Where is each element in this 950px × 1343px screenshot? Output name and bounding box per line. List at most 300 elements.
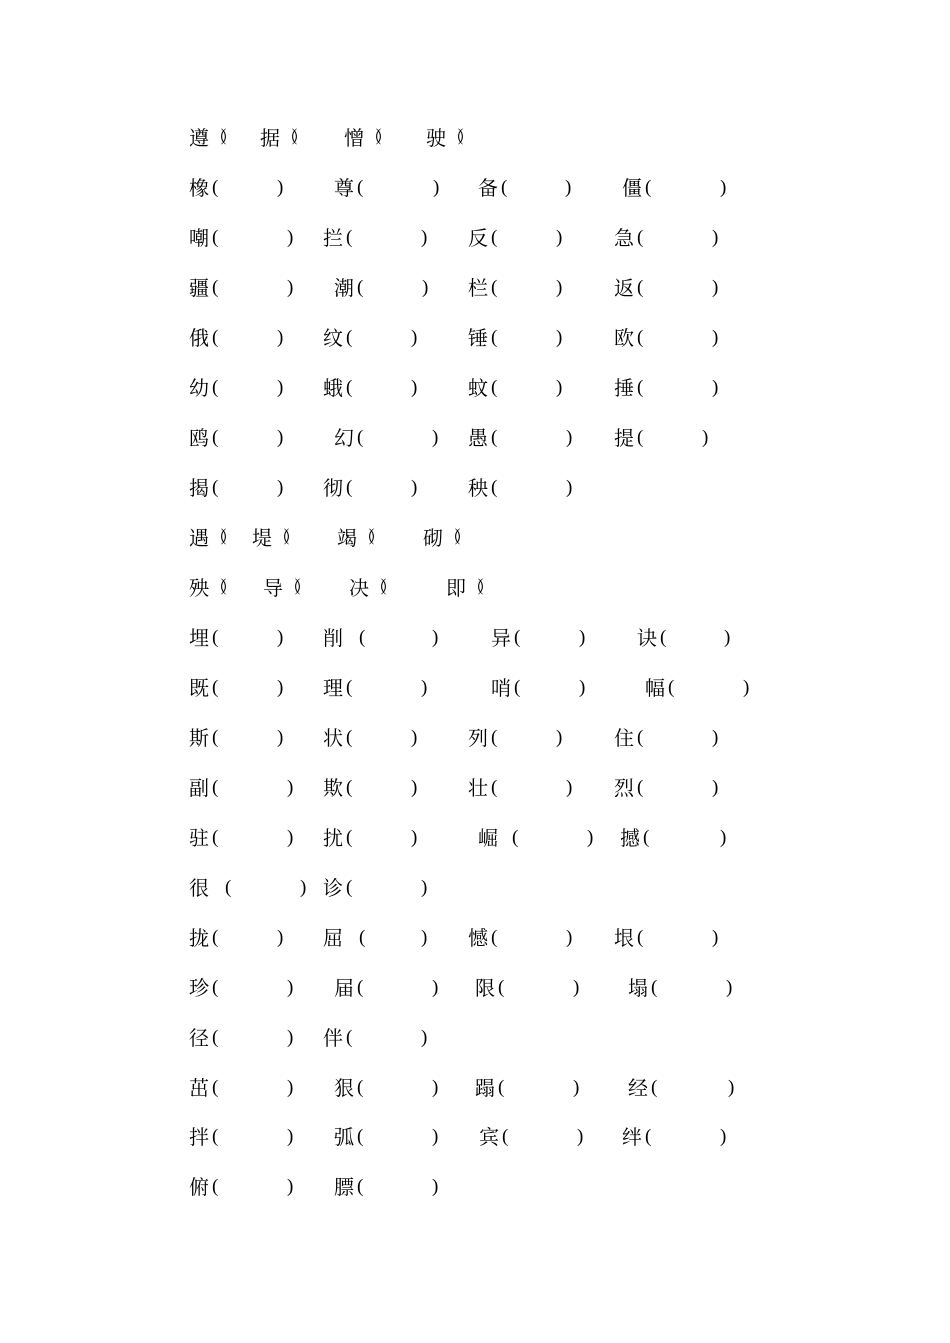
- close-paren: ): [421, 227, 428, 248]
- word-row: [0, 373, 950, 403]
- open-paren: (: [346, 377, 353, 398]
- open-paren: (: [212, 677, 219, 698]
- char-item: [334, 273, 429, 303]
- character: 橡: [189, 176, 209, 200]
- char-item: [620, 823, 727, 853]
- char-item: [478, 173, 572, 203]
- character: 绊: [622, 1125, 642, 1149]
- char-item: [323, 473, 418, 503]
- close-paren: ): [432, 977, 439, 998]
- close-paren: ): [287, 277, 294, 298]
- open-paren: (: [643, 827, 650, 848]
- open-paren: (: [637, 727, 644, 748]
- close-paren: ): [566, 477, 573, 498]
- char-item: [468, 423, 573, 453]
- open-paren: (: [491, 377, 498, 398]
- character: 秧: [468, 476, 488, 500]
- open-paren: (: [346, 677, 353, 698]
- close-paren: ): [421, 1027, 428, 1048]
- close-paren: ): [556, 727, 563, 748]
- open-paren: (: [212, 927, 219, 948]
- char-item: [323, 623, 439, 653]
- word-row: [0, 1172, 950, 1202]
- character: 返: [614, 276, 634, 300]
- char-item: [468, 223, 563, 253]
- char-item: [189, 523, 230, 553]
- bracket-mark: （）: [370, 578, 390, 597]
- open-paren: (: [212, 277, 219, 298]
- open-paren: (: [514, 677, 521, 698]
- char-item: [323, 1023, 428, 1053]
- open-paren: (: [346, 1027, 353, 1048]
- open-paren: (: [346, 777, 353, 798]
- word-row: [0, 923, 950, 953]
- close-paren: ): [287, 777, 294, 798]
- char-item: [645, 673, 750, 703]
- char-item: [189, 723, 284, 753]
- character: 捶: [614, 376, 634, 400]
- open-paren: (: [359, 627, 366, 648]
- char-item: [628, 973, 733, 1003]
- open-paren: (: [346, 227, 353, 248]
- close-paren: ): [712, 927, 719, 948]
- character: 限: [475, 976, 495, 1000]
- char-item: [628, 1073, 735, 1103]
- character: 蛾: [323, 376, 343, 400]
- open-paren: (: [491, 227, 498, 248]
- char-item: [189, 473, 284, 503]
- open-paren: (: [357, 1077, 364, 1098]
- char-item: [189, 173, 284, 203]
- open-paren: (: [512, 827, 519, 848]
- open-paren: (: [357, 1176, 364, 1197]
- char-item: [478, 823, 594, 853]
- character: 斯: [189, 726, 209, 750]
- character: 僵: [622, 176, 642, 200]
- char-item: [323, 873, 428, 903]
- char-item: [189, 1172, 294, 1202]
- char-item: [468, 373, 563, 403]
- close-paren: ): [287, 1077, 294, 1098]
- char-item: [614, 723, 719, 753]
- character: 诀: [637, 626, 657, 650]
- close-paren: ): [277, 427, 284, 448]
- character: 径: [189, 1026, 209, 1050]
- character: 幻: [334, 426, 354, 450]
- char-item: [334, 173, 440, 203]
- open-paren: (: [346, 827, 353, 848]
- char-item: [323, 673, 428, 703]
- word-row: [0, 673, 950, 703]
- char-item: [189, 773, 294, 803]
- open-paren: (: [491, 927, 498, 948]
- character: 潮: [334, 276, 354, 300]
- bracket-mark: （）: [210, 528, 230, 547]
- open-paren: (: [637, 277, 644, 298]
- close-paren: ): [300, 877, 307, 898]
- open-paren: (: [660, 627, 667, 648]
- character: 扰: [323, 826, 343, 850]
- character: 竭: [337, 526, 357, 550]
- word-row: [0, 973, 950, 1003]
- character: 茁: [189, 1076, 209, 1100]
- close-paren: ): [573, 1077, 580, 1098]
- character: 幅: [645, 676, 665, 700]
- char-item: [637, 623, 731, 653]
- word-row: [0, 1073, 950, 1103]
- close-paren: ): [277, 627, 284, 648]
- char-item: [468, 323, 563, 353]
- char-item: [475, 1073, 580, 1103]
- character: 宾: [479, 1125, 499, 1149]
- character: 狠: [334, 1076, 354, 1100]
- char-item: [475, 973, 580, 1003]
- char-item: [189, 573, 230, 603]
- character: 膘: [334, 1175, 354, 1199]
- char-item: [614, 323, 719, 353]
- char-item: [189, 823, 294, 853]
- close-paren: ): [702, 427, 709, 448]
- open-paren: (: [637, 327, 644, 348]
- bracket-mark: （）: [284, 578, 304, 597]
- character: 经: [628, 1076, 648, 1100]
- char-item: [323, 723, 418, 753]
- word-row: [0, 823, 950, 853]
- character: 弧: [334, 1125, 354, 1149]
- open-paren: (: [212, 377, 219, 398]
- open-paren: (: [212, 1176, 219, 1197]
- char-item: [252, 523, 293, 553]
- char-item: [614, 223, 719, 253]
- close-paren: ): [411, 777, 418, 798]
- char-item: [334, 1073, 439, 1103]
- character: 鸥: [189, 426, 209, 450]
- word-row: [0, 273, 950, 303]
- open-paren: (: [357, 277, 364, 298]
- close-paren: ): [587, 827, 594, 848]
- character: 纹: [323, 326, 343, 350]
- bracket-mark: （）: [358, 528, 378, 547]
- open-paren: (: [212, 1077, 219, 1098]
- open-paren: (: [225, 877, 232, 898]
- close-paren: ): [743, 677, 750, 698]
- close-paren: ): [277, 477, 284, 498]
- open-paren: (: [212, 177, 219, 198]
- char-item: [334, 1122, 439, 1152]
- open-paren: (: [212, 977, 219, 998]
- open-paren: (: [668, 677, 675, 698]
- close-paren: ): [579, 627, 586, 648]
- bracket-mark: （）: [365, 128, 385, 147]
- close-paren: ): [277, 727, 284, 748]
- character: 反: [468, 226, 488, 250]
- character: 届: [334, 976, 354, 1000]
- open-paren: (: [212, 827, 219, 848]
- char-item: [323, 923, 428, 953]
- close-paren: ): [728, 1077, 735, 1098]
- close-paren: ): [566, 927, 573, 948]
- close-paren: ): [726, 977, 733, 998]
- close-paren: ): [556, 327, 563, 348]
- open-paren: (: [359, 927, 366, 948]
- close-paren: ): [411, 827, 418, 848]
- word-row: [0, 523, 950, 553]
- close-paren: ): [556, 377, 563, 398]
- char-item: [614, 373, 719, 403]
- close-paren: ): [579, 677, 586, 698]
- close-paren: ): [556, 277, 563, 298]
- close-paren: ): [422, 277, 429, 298]
- char-item: [344, 123, 385, 153]
- close-paren: ): [712, 277, 719, 298]
- character: 副: [189, 776, 209, 800]
- character: 憎: [344, 126, 364, 150]
- char-item: [334, 423, 439, 453]
- open-paren: (: [346, 327, 353, 348]
- character: 削: [323, 626, 343, 650]
- close-paren: ): [411, 327, 418, 348]
- character: 既: [189, 676, 209, 700]
- character: 伴: [323, 1026, 343, 1050]
- open-paren: (: [346, 727, 353, 748]
- character: 垠: [614, 926, 634, 950]
- character: 拢: [189, 926, 209, 950]
- character: 遇: [189, 526, 209, 550]
- char-item: [334, 973, 439, 1003]
- close-paren: ): [566, 777, 573, 798]
- open-paren: (: [491, 727, 498, 748]
- char-item: [491, 623, 586, 653]
- open-paren: (: [346, 877, 353, 898]
- character: 列: [468, 726, 488, 750]
- character: 憾: [468, 926, 488, 950]
- char-item: [189, 273, 294, 303]
- character: 哨: [491, 676, 511, 700]
- word-row: [0, 623, 950, 653]
- word-row: [0, 773, 950, 803]
- character: 欺: [323, 776, 343, 800]
- char-item: [479, 1122, 584, 1152]
- close-paren: ): [277, 927, 284, 948]
- char-item: [323, 223, 428, 253]
- open-paren: (: [491, 477, 498, 498]
- word-row: [0, 1023, 950, 1053]
- close-paren: ): [712, 327, 719, 348]
- close-paren: ): [432, 1126, 439, 1147]
- char-item: [189, 973, 294, 1003]
- open-paren: (: [212, 627, 219, 648]
- open-paren: (: [637, 927, 644, 948]
- character: 幼: [189, 376, 209, 400]
- char-item: [189, 1023, 294, 1053]
- word-row: [0, 423, 950, 453]
- open-paren: (: [498, 1077, 505, 1098]
- open-paren: (: [357, 977, 364, 998]
- char-item: [468, 723, 563, 753]
- character: 决: [349, 576, 369, 600]
- char-item: [189, 323, 284, 353]
- character: 很: [189, 876, 209, 900]
- bracket-mark: （）: [467, 578, 487, 597]
- open-paren: (: [357, 177, 364, 198]
- close-paren: ): [287, 227, 294, 248]
- character: 拦: [323, 226, 343, 250]
- close-paren: ): [432, 427, 439, 448]
- open-paren: (: [357, 1126, 364, 1147]
- close-paren: ): [432, 1176, 439, 1197]
- open-paren: (: [502, 1126, 509, 1147]
- close-paren: ): [411, 727, 418, 748]
- close-paren: ): [277, 677, 284, 698]
- word-row: [0, 173, 950, 203]
- bracket-mark: （）: [281, 128, 301, 147]
- character: 尊: [334, 176, 354, 200]
- word-row: [0, 873, 950, 903]
- open-paren: (: [212, 427, 219, 448]
- open-paren: (: [212, 1027, 219, 1048]
- open-paren: (: [212, 1126, 219, 1147]
- char-item: [426, 123, 467, 153]
- char-item: [189, 1122, 294, 1152]
- bracket-mark: （）: [447, 128, 467, 147]
- bracket-mark: （）: [210, 578, 230, 597]
- char-item: [189, 873, 307, 903]
- close-paren: ): [720, 1126, 727, 1147]
- character: 俯: [189, 1175, 209, 1199]
- char-item: [263, 573, 304, 603]
- close-paren: ): [421, 877, 428, 898]
- close-paren: ): [432, 627, 439, 648]
- open-paren: (: [491, 427, 498, 448]
- character: 壮: [468, 776, 488, 800]
- open-paren: (: [651, 1077, 658, 1098]
- character: 拌: [189, 1125, 209, 1149]
- char-item: [468, 923, 573, 953]
- close-paren: ): [577, 1126, 584, 1147]
- close-paren: ): [720, 827, 727, 848]
- open-paren: (: [645, 177, 652, 198]
- character: 导: [263, 576, 283, 600]
- character: 烈: [614, 776, 634, 800]
- character: 备: [478, 176, 498, 200]
- char-item: [323, 373, 418, 403]
- word-row: [0, 1122, 950, 1152]
- word-row: [0, 323, 950, 353]
- close-paren: ): [712, 777, 719, 798]
- close-paren: ): [712, 377, 719, 398]
- character: 蚊: [468, 376, 488, 400]
- char-item: [468, 773, 573, 803]
- close-paren: ): [411, 377, 418, 398]
- close-paren: ): [433, 177, 440, 198]
- char-item: [189, 623, 284, 653]
- character: 彻: [323, 476, 343, 500]
- char-item: [614, 923, 719, 953]
- close-paren: ): [287, 827, 294, 848]
- word-row: [0, 223, 950, 253]
- close-paren: ): [720, 177, 727, 198]
- close-paren: ): [712, 727, 719, 748]
- close-paren: ): [277, 327, 284, 348]
- character: 嘲: [189, 226, 209, 250]
- char-item: [189, 923, 284, 953]
- character: 揭: [189, 476, 209, 500]
- char-item: [189, 673, 284, 703]
- character: 即: [446, 576, 466, 600]
- character: 驻: [189, 826, 209, 850]
- character: 砌: [423, 526, 443, 550]
- close-paren: ): [411, 477, 418, 498]
- close-paren: ): [287, 1027, 294, 1048]
- open-paren: (: [651, 977, 658, 998]
- character: 塌: [628, 976, 648, 1000]
- character: 殃: [189, 576, 209, 600]
- character: 遵: [189, 126, 209, 150]
- open-paren: (: [212, 477, 219, 498]
- character: 急: [614, 226, 634, 250]
- char-item: [622, 1122, 727, 1152]
- close-paren: ): [421, 927, 428, 948]
- char-item: [323, 823, 418, 853]
- character: 栏: [468, 276, 488, 300]
- character: 愚: [468, 426, 488, 450]
- open-paren: (: [212, 227, 219, 248]
- character: 俄: [189, 326, 209, 350]
- open-paren: (: [637, 377, 644, 398]
- open-paren: (: [645, 1126, 652, 1147]
- char-item: [614, 273, 719, 303]
- character: 堤: [252, 526, 272, 550]
- open-paren: (: [637, 427, 644, 448]
- bracket-mark: （）: [273, 528, 293, 547]
- character: 据: [260, 126, 280, 150]
- character: 理: [323, 676, 343, 700]
- character: 提: [614, 426, 634, 450]
- open-paren: (: [498, 977, 505, 998]
- word-row: [0, 573, 950, 603]
- character: 珍: [189, 976, 209, 1000]
- char-item: [260, 123, 301, 153]
- open-paren: (: [212, 777, 219, 798]
- char-item: [614, 773, 719, 803]
- character: 状: [323, 726, 343, 750]
- open-paren: (: [514, 627, 521, 648]
- char-item: [423, 523, 464, 553]
- char-item: [468, 473, 573, 503]
- char-item: [189, 123, 230, 153]
- char-item: [614, 423, 709, 453]
- char-item: [334, 1172, 439, 1202]
- character: 撼: [620, 826, 640, 850]
- char-item: [323, 323, 418, 353]
- char-item: [189, 423, 284, 453]
- close-paren: ): [712, 227, 719, 248]
- close-paren: ): [566, 427, 573, 448]
- word-row: [0, 473, 950, 503]
- char-item: [323, 773, 418, 803]
- character: 诊: [323, 876, 343, 900]
- close-paren: ): [287, 1126, 294, 1147]
- word-row: [0, 723, 950, 753]
- close-paren: ): [432, 1077, 439, 1098]
- open-paren: (: [212, 727, 219, 748]
- char-item: [622, 173, 727, 203]
- character: 屈: [323, 926, 343, 950]
- open-paren: (: [491, 777, 498, 798]
- character: 崛: [478, 826, 498, 850]
- close-paren: ): [277, 377, 284, 398]
- open-paren: (: [346, 477, 353, 498]
